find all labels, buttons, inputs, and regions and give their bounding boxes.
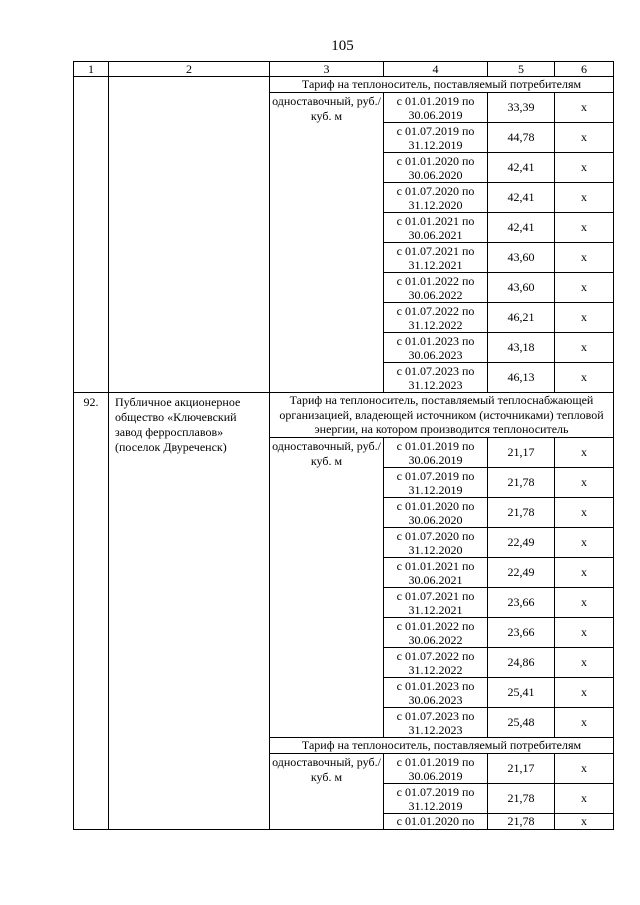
- tariff-value: 21,78: [488, 814, 555, 830]
- tariff-value: 21,17: [488, 438, 555, 468]
- period-cell: с 01.07.2019 по 31.12.2019: [384, 468, 488, 498]
- period-cell: с 01.07.2022 по 31.12.2022: [384, 648, 488, 678]
- period-cell: с 01.01.2021 по 30.06.2021: [384, 558, 488, 588]
- x-cell: x: [555, 588, 614, 618]
- x-cell: x: [555, 438, 614, 468]
- unit-cell: одноставочный, руб./куб. м: [270, 93, 384, 393]
- tariff-value: 25,48: [488, 708, 555, 738]
- x-cell: x: [555, 243, 614, 273]
- x-cell: x: [555, 213, 614, 243]
- tariff-value: 24,86: [488, 648, 555, 678]
- period-cell: с 01.07.2021 по 31.12.2021: [384, 243, 488, 273]
- x-cell: x: [555, 814, 614, 830]
- x-cell: x: [555, 273, 614, 303]
- organization-name: Публичное акционерное общество «Ключевский завод ферросплавов» (поселок Двуреченск): [109, 393, 270, 830]
- period-cell: с 01.07.2020 по 31.12.2020: [384, 183, 488, 213]
- x-cell: x: [555, 123, 614, 153]
- entry-number: 92.: [74, 393, 109, 830]
- x-cell: x: [555, 153, 614, 183]
- x-cell: x: [555, 648, 614, 678]
- x-cell: x: [555, 528, 614, 558]
- x-cell: x: [555, 678, 614, 708]
- tariff-value: 44,78: [488, 123, 555, 153]
- tariff-value: 21,17: [488, 754, 555, 784]
- period-cell: с 01.07.2022 по 31.12.2022: [384, 303, 488, 333]
- x-cell: x: [555, 468, 614, 498]
- period-cell: с 01.01.2019 по 30.06.2019: [384, 438, 488, 468]
- period-cell: с 01.01.2020 по 30.06.2020: [384, 498, 488, 528]
- x-cell: x: [555, 498, 614, 528]
- tariff-value: 21,78: [488, 784, 555, 814]
- tariff-title: Тариф на теплоноситель, поставляемый потребителям: [270, 77, 614, 93]
- x-cell: x: [555, 754, 614, 784]
- x-cell: x: [555, 618, 614, 648]
- column-number: 4: [384, 62, 488, 77]
- tariff-value: 21,78: [488, 468, 555, 498]
- page-number: 105: [331, 38, 354, 54]
- period-cell: с 01.01.2023 по 30.06.2023: [384, 333, 488, 363]
- tariff-table: [73, 61, 614, 830]
- tariff-value: 42,41: [488, 213, 555, 243]
- period-cell: с 01.01.2019 по 30.06.2019: [384, 93, 488, 123]
- period-cell: с 01.07.2019 по 31.12.2019: [384, 123, 488, 153]
- tariff-value: 43,60: [488, 243, 555, 273]
- tariff-value: 22,49: [488, 528, 555, 558]
- period-cell: с 01.07.2020 по 31.12.2020: [384, 528, 488, 558]
- tariff-value: 42,41: [488, 183, 555, 213]
- tariff-value: 42,41: [488, 153, 555, 183]
- tariff-value: 22,49: [488, 558, 555, 588]
- organization-cell: [109, 77, 270, 393]
- column-number: 5: [488, 62, 555, 77]
- column-number: 3: [270, 62, 384, 77]
- tariff-title-row: [74, 393, 614, 438]
- unit-cell: одноставочный, руб./куб. м: [270, 438, 384, 738]
- column-number: 1: [74, 62, 109, 77]
- tariff-title: Тариф на теплоноситель, поставляемый потребителям: [270, 738, 614, 754]
- tariff-value: 23,66: [488, 618, 555, 648]
- period-cell: с 01.01.2022 по 30.06.2022: [384, 273, 488, 303]
- tariff-value: 23,66: [488, 588, 555, 618]
- period-cell: с 01.01.2020 по: [384, 814, 488, 830]
- period-cell: с 01.01.2019 по 30.06.2019: [384, 754, 488, 784]
- x-cell: x: [555, 784, 614, 814]
- period-cell: с 01.01.2021 по 30.06.2021: [384, 213, 488, 243]
- x-cell: x: [555, 558, 614, 588]
- tariff-title-row: [74, 77, 614, 93]
- period-cell: с 01.07.2023 по 31.12.2023: [384, 363, 488, 393]
- tariff-title: Тариф на теплоноситель, поставляемый теплоснабжающей организацией, владеющей источником (источниками) тепловой энергии, на котором производится теплоноситель: [270, 393, 614, 438]
- period-cell: с 01.07.2021 по 31.12.2021: [384, 588, 488, 618]
- column-number-row: [74, 62, 614, 77]
- tariff-value: 46,21: [488, 303, 555, 333]
- x-cell: x: [555, 303, 614, 333]
- tariff-value: 46,13: [488, 363, 555, 393]
- x-cell: x: [555, 183, 614, 213]
- x-cell: x: [555, 708, 614, 738]
- unit-cell: одноставочный, руб./куб. м: [270, 754, 384, 830]
- x-cell: x: [555, 333, 614, 363]
- period-cell: с 01.01.2023 по 30.06.2023: [384, 678, 488, 708]
- entry-number-cell: [74, 77, 109, 393]
- period-cell: с 01.07.2019 по 31.12.2019: [384, 784, 488, 814]
- column-number: 6: [555, 62, 614, 77]
- tariff-value: 25,41: [488, 678, 555, 708]
- period-cell: с 01.07.2023 по 31.12.2023: [384, 708, 488, 738]
- tariff-value: 21,78: [488, 498, 555, 528]
- tariff-value: 43,18: [488, 333, 555, 363]
- period-cell: с 01.01.2022 по 30.06.2022: [384, 618, 488, 648]
- tariff-value: 43,60: [488, 273, 555, 303]
- x-cell: x: [555, 363, 614, 393]
- period-cell: с 01.01.2020 по 30.06.2020: [384, 153, 488, 183]
- tariff-value: 33,39: [488, 93, 555, 123]
- x-cell: x: [555, 93, 614, 123]
- column-number: 2: [109, 62, 270, 77]
